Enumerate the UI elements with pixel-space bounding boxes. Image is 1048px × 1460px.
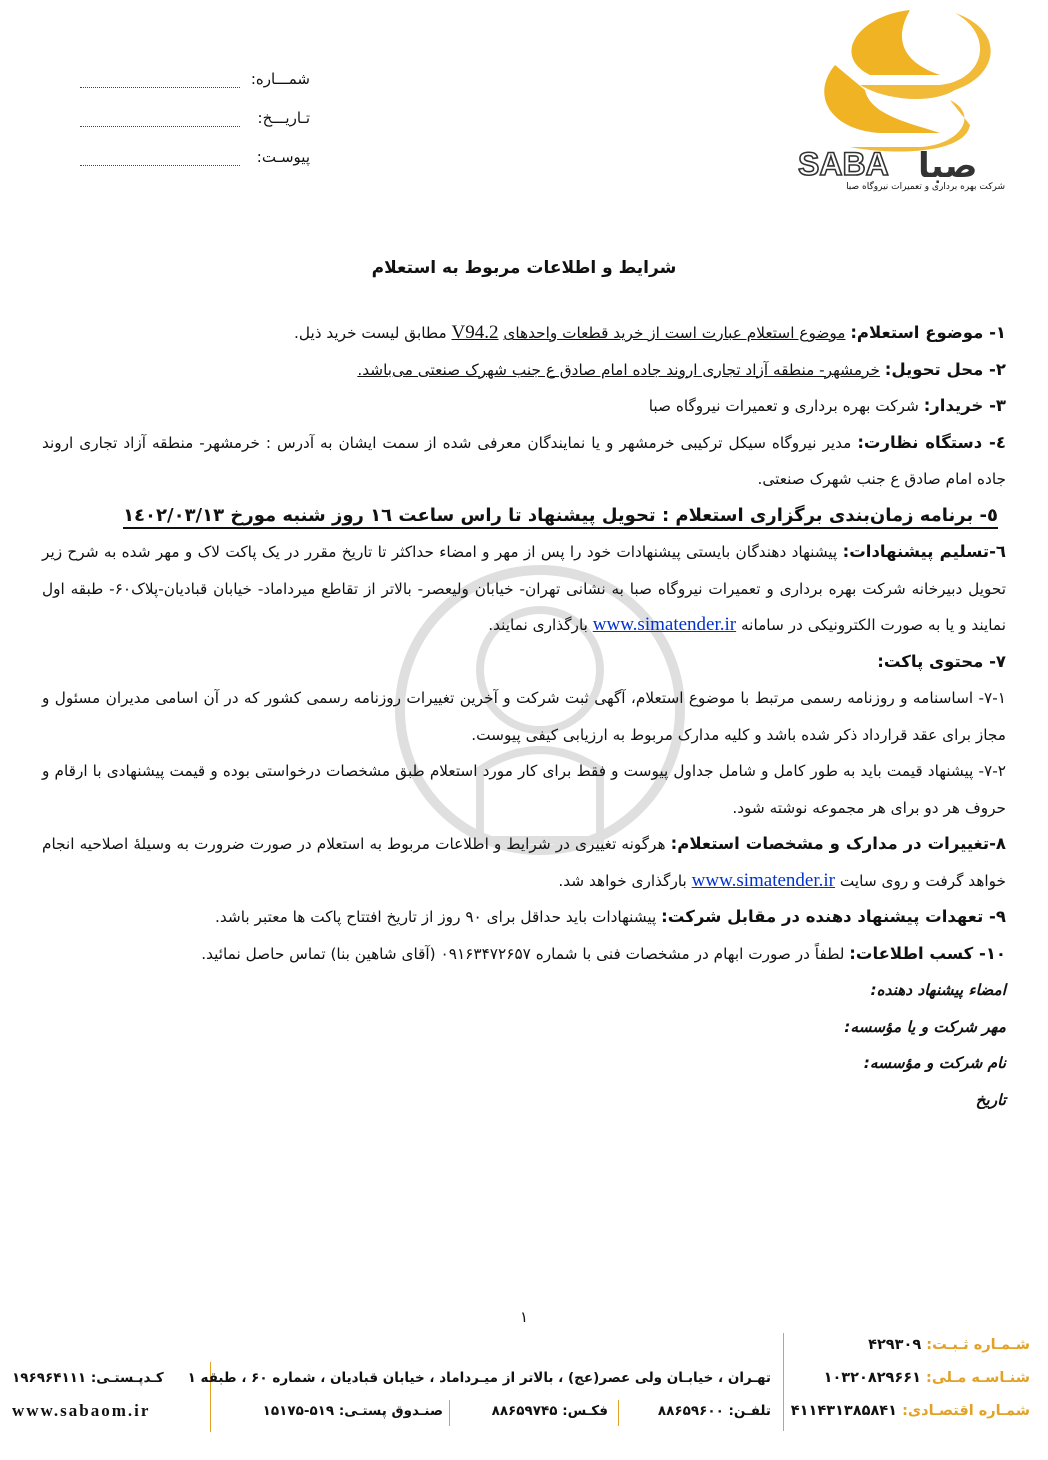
saba-logo (790, 5, 1005, 205)
simatender-link-2[interactable]: www.simatender.ir (691, 869, 836, 891)
economic-label: شمـاره اقتصـادی: (902, 1403, 1030, 1419)
number-line (80, 87, 240, 88)
item-3 (42, 388, 1006, 425)
reg-value: ۴۲۹۳۰۹ (868, 1337, 922, 1353)
number-field (80, 70, 310, 92)
signature-block (42, 972, 1006, 1118)
logo-caption: شرکت بهره برداری و تعمیرات نیروگاه صبا (846, 182, 1005, 192)
item-6-text: پیشنهاد دهندگان بایستی پیشنهادات خود را پس از مهر و امضاء حداکثر تا تاریخ مقرر در یک پاکت لاک و مهر شده به شرح زیر تحویل دبیرخانه شرکت بهره برداری و تعمیرات نیروگاه صبا به نشانی تهران- خیابان ولیعصر- بالاتر از تقاطع میرداماد- خیابان قبادیان-پلاک۶۰- طبقه اول نمایند و یا به صورت الکترونیکی در سامانه (42, 543, 1006, 634)
footer-address: تهـران ، خیابـان ولی عصر(عج) ، بالاتر از میـرداماد ، خیابان قبادیان ، شماره ۶۰ ، طبقه ۱ (187, 1370, 771, 1386)
item-1 (42, 315, 1006, 352)
footer-fax: فکـس: ۸۸۶۵۹۷۴۵ (491, 1403, 608, 1419)
economic-value: ۴۱۱۴۳۱۳۸۵۸۴۱ (790, 1403, 897, 1419)
simatender-link[interactable]: www.simatender.ir (592, 614, 737, 635)
conditions-body (42, 315, 1006, 1118)
date-label: تـاریـــخ: (257, 109, 310, 127)
logo-latin-text: SABA (798, 146, 889, 182)
item-6 (42, 534, 1006, 644)
footer-postal-code: کـدپـستـی: ۱۹۶۹۶۴۱۱۱ (12, 1370, 164, 1386)
national-value: ۱۰۳۲۰۸۲۹۶۶۱ (823, 1370, 921, 1386)
footer-national-id (824, 1370, 1030, 1386)
item-7-label: ۷- محتوی پاکت: (877, 651, 1006, 671)
item-3-text: شرکت بهره برداری و تعمیرات نیروگاه صبا (648, 397, 919, 415)
footer-website[interactable]: www.sabaom.ir (12, 1401, 151, 1420)
footer-divider-1 (783, 1333, 784, 1431)
item-9 (42, 899, 1006, 936)
item-4 (42, 425, 1006, 498)
date-line (80, 126, 240, 127)
saba-logo-mark (790, 5, 1005, 205)
item-1-post: مطابق لیست خرید ذیل. (294, 324, 447, 342)
national-label: شنـاسـه مـلی: (926, 1370, 1030, 1386)
item-5 (42, 498, 1006, 535)
item-6-post: بارگذاری نمایند. (488, 616, 588, 634)
page-title: شرایط و اطلاعات مربوط به استعلام (371, 258, 677, 278)
item-8-label: ۸-تغییرات در مدارک و مشخصات استعلام: (670, 834, 1006, 853)
attachment-line (80, 165, 240, 166)
item-7 (42, 644, 1006, 681)
item-1-label: ۱- موضوع استعلام: (850, 323, 1006, 342)
item-5-text: ٥- برنامه زمان‌بندی برگزاری استعلام : تحویل پیشنهاد تا راس ساعت ١٦ روز شنبه مورخ ١٤٠٢/٠٣/١٣ (123, 505, 998, 529)
attachment-field (80, 148, 310, 170)
signature-stamp: مهر شرکت و یا مؤسسه: (844, 1017, 1006, 1036)
footer-registration (868, 1337, 1030, 1353)
footer-pobox: صنـدوق پستـی: ۵۱۹-۱۵۱۷۵ (262, 1403, 443, 1419)
reg-label: شـمـاره ثـبـت: (926, 1337, 1030, 1353)
item-1-model: V94.2 (451, 322, 499, 343)
item-4-text: مدیر نیروگاه سیکل ترکیبی خرمشهر و یا نمایندگان معرفی شده از سمت ایشان به آدرس : خرمشهر- منطقه آزاد تجاری اروند جاده امام صادق ع جنب شهرک صنعتی. (42, 433, 1006, 488)
item-8-text: هرگونه تغییری در شرایط و اطلاعات مربوط به استعلام در صورت ضرورت به وسیلهٔ اصلاحیه انجام خواهد گرفت و روی سایت (42, 835, 1006, 890)
footer-sep-a (618, 1400, 619, 1426)
item-2 (42, 352, 1006, 389)
item-8-post: بارگذاری خواهد شد. (558, 871, 687, 890)
item-4-label: ٤- دستگاه نظارت: (857, 432, 1006, 452)
date-field (80, 109, 310, 131)
signature-company-name: نام شرکت و مؤسسه: (863, 1054, 1006, 1072)
footer-phone: تلفـن: ۸۸۶۵۹۶۰۰ (657, 1403, 771, 1419)
item-7-1: ۷-۱- اساسنامه و روزنامه رسمی مرتبط با موضوع استعلام، آگهی ثبت شرکت و آخرین تغییرات روزنامه رسمی کشور که در آن اسامی مدیران مسئول و مجاز برای عقد قرارداد ذکر شده باشد و کلیه مدارک مربوط به ارزیابی کیفی پیوست. (42, 689, 1006, 744)
signature-date: تاریخ (975, 1090, 1006, 1109)
item-10-text: لطفاً در صورت ابهام در مشخصات فنی با شماره ۰۹۱۶۳۴۷۲۶۵۷ (آقای شاهین بنا) تماس حاصل نمائید. (201, 944, 845, 963)
item-10-label: ۱۰- کسب اطلاعات: (849, 943, 1006, 963)
item-9-label: ۹- تعهدات پیشنهاد دهنده در مقابل شرکت: (661, 907, 1006, 926)
footer-sep-b (449, 1400, 450, 1426)
item-7-2: ۷-۲- پیشنهاد قیمت باید به طور کامل و شامل جداول پیوست و فقط برای کار مورد استعلام طبق مشخصات درخواستی بوده و قیمت پیشنهادی با ارقام و حروف هر دو برای هر مجموعه نوشته شود. (42, 762, 1006, 817)
attachment-label: پیوسـت: (256, 148, 310, 166)
page-number: ۱ (519, 1308, 529, 1326)
item-8 (42, 826, 1006, 899)
item-1-text: موضوع استعلام عبارت است از خرید قطعات واحدهای (503, 324, 846, 342)
item-2-label: ۲- محل تحویل: (884, 359, 1006, 379)
item-2-text: خرمشهر- منطقه آزاد تجاری اروند جاده امام صادق ع جنب شهرک صنعتی می‌باشد. (357, 360, 880, 379)
item-10 (42, 936, 1006, 973)
item-6-label: ٦-تسلیم پیشنهادات: (842, 542, 1006, 561)
footer-economic-code (791, 1403, 1030, 1419)
number-label: شمـــاره: (250, 70, 310, 88)
logo-persian-text: صبا (918, 146, 978, 186)
item-3-label: ۳- خریدار: (923, 396, 1006, 415)
signature-signer: امضاء پیشنهاد دهنده: (870, 981, 1006, 999)
item-9-text: پیشنهادات باید حداقل برای ۹۰ روز از تاریخ افتتاح پاکت ها معتبر باشد. (215, 908, 657, 926)
